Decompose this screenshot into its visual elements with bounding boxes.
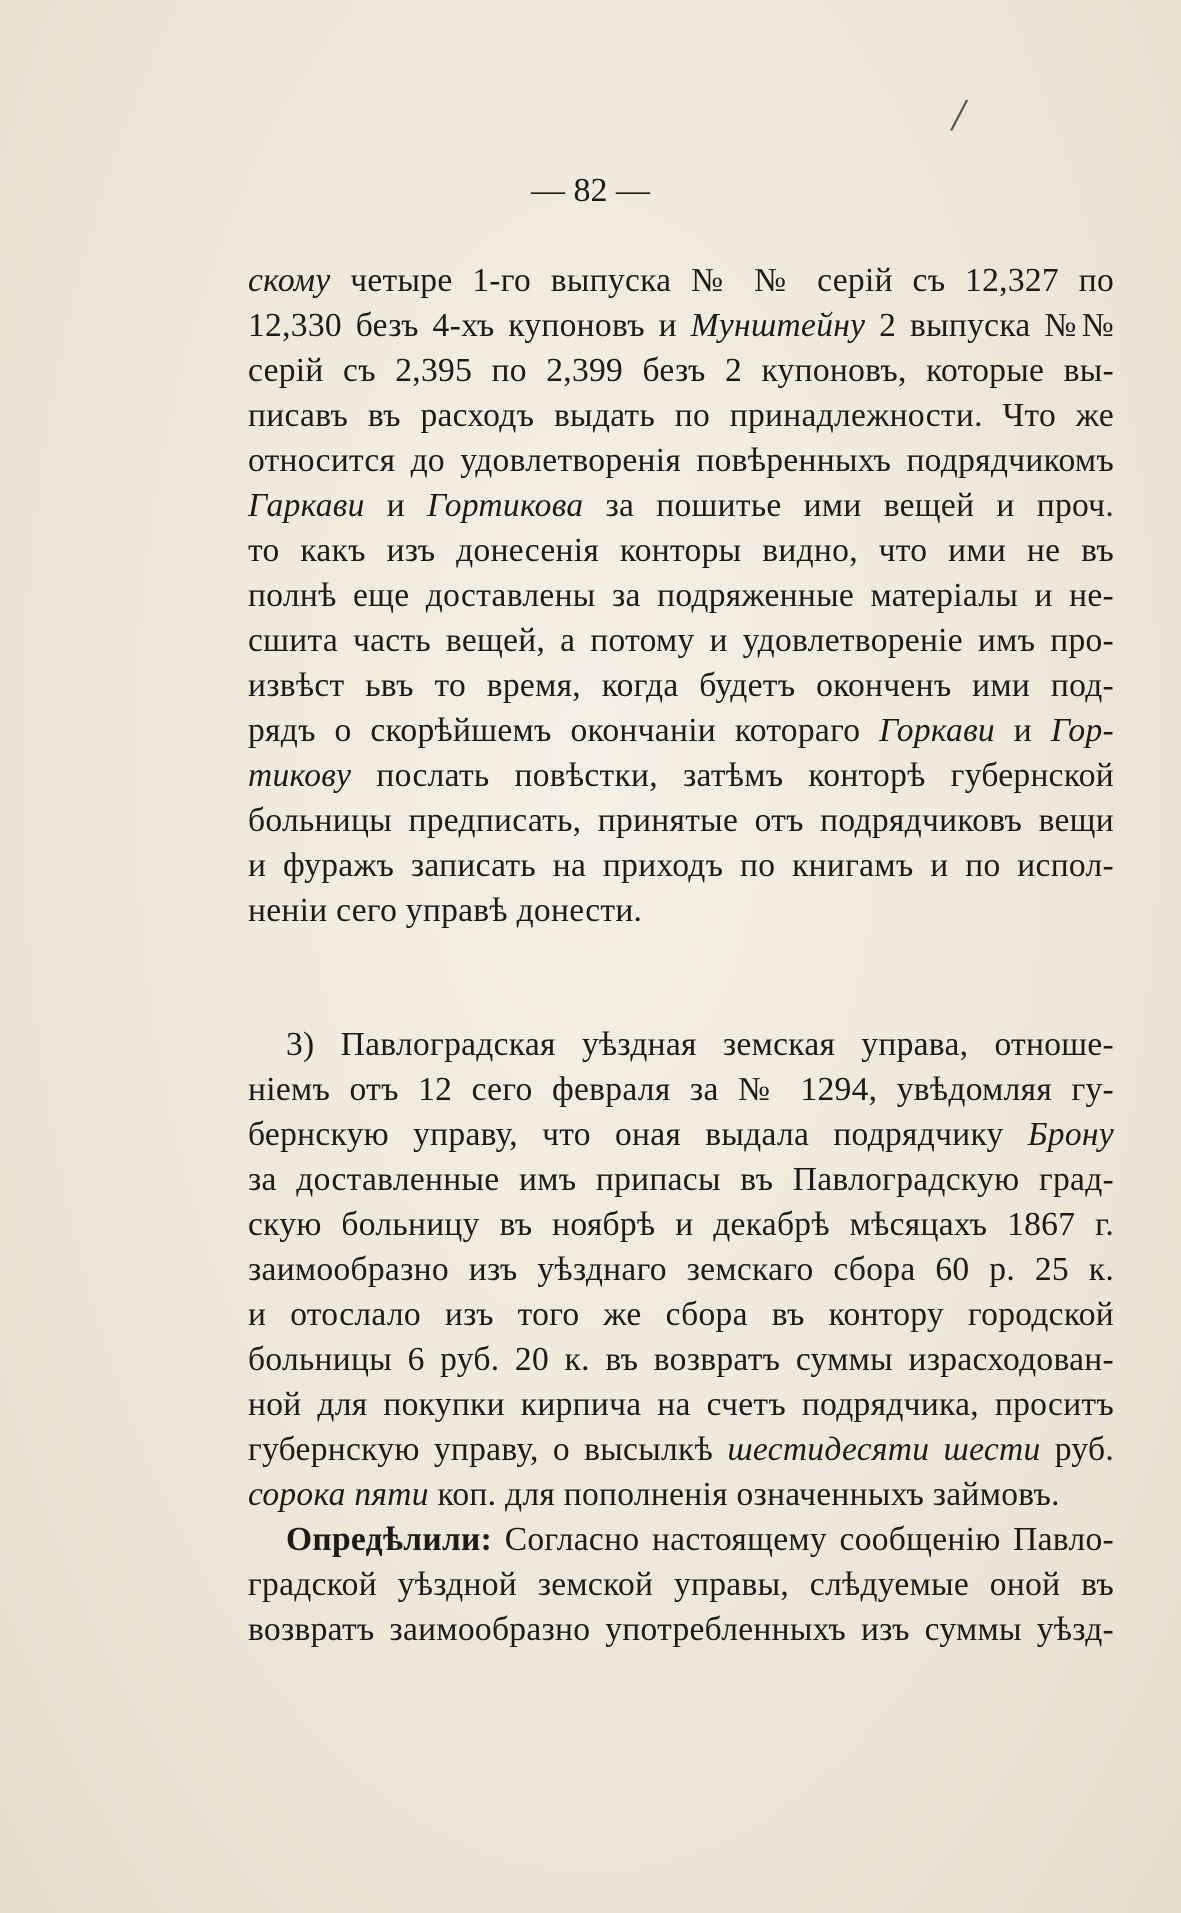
italic-text: скому xyxy=(248,262,331,299)
text-line xyxy=(248,1292,1114,1337)
text-run: и xyxy=(364,487,428,524)
text-run: 12,330 безъ 4-хъ купоновъ и xyxy=(248,307,691,344)
text-line xyxy=(248,888,1114,933)
text-run: Согласно настоящему сообщенію Павло- xyxy=(492,1521,1114,1558)
italic-text: Горкави xyxy=(879,712,995,749)
text-line xyxy=(248,1067,1114,1112)
text-line xyxy=(248,708,1114,753)
italic-text: Брону xyxy=(1027,1116,1114,1153)
text-run: 3) Павлоградская уѣздная земская управа, отноше- xyxy=(286,1026,1114,1063)
text-run: коп. для пополненія означенныхъ займовъ. xyxy=(428,1476,1060,1513)
text-run: 2 выпуска №№ xyxy=(865,307,1114,344)
text-line xyxy=(248,303,1114,348)
text-line xyxy=(248,1022,1114,1067)
text-line xyxy=(248,1562,1114,1607)
text-run: относится до удовлетворенія повѣренныхъ подрядчикомъ xyxy=(248,442,1114,479)
italic-text: шестидесяти шести xyxy=(727,1431,1041,1468)
text-run: возвратъ заимообразно употребленныхъ изъ суммы уѣзд- xyxy=(248,1611,1114,1648)
text-run: и xyxy=(994,712,1051,749)
text-line xyxy=(248,618,1114,663)
italic-text: Гортикова xyxy=(427,487,584,524)
text-run: ной для покупки кирпича на счетъ подрядчика, проситъ xyxy=(248,1386,1114,1423)
italic-text: сорока пяти xyxy=(248,1476,429,1513)
text-run: градской уѣздной земской управы, слѣдуемые оной въ xyxy=(248,1566,1114,1603)
text-line xyxy=(248,1337,1114,1382)
paragraph-continuation xyxy=(248,258,1114,933)
text-line xyxy=(248,753,1114,798)
text-line xyxy=(248,1247,1114,1292)
text-run: послать повѣстки, затѣмъ конторѣ губернской xyxy=(351,757,1114,794)
text-line xyxy=(248,1112,1114,1157)
text-line xyxy=(248,798,1114,843)
text-line xyxy=(248,573,1114,618)
text-run: за доставленные имъ припасы въ Павлоградскую град- xyxy=(248,1161,1114,1198)
text-run: больницы предписать, принятые отъ подрядчиковъ вещи xyxy=(248,802,1114,839)
text-run: за пошитье ими вещей и проч. xyxy=(583,487,1115,524)
corner-pencil-mark: / xyxy=(952,89,965,140)
italic-text: Гаркави xyxy=(248,487,365,524)
italic-text: Мунштейну xyxy=(690,307,866,344)
text-run: ніемъ отъ 12 сего февраля за № 1294, увѣдомляя гу- xyxy=(248,1071,1114,1108)
text-run: и отослало изъ того же сбора въ контору городской xyxy=(248,1296,1114,1333)
page-number: — 82 — xyxy=(531,172,650,209)
text-run: неніи сего управѣ донести. xyxy=(248,892,643,929)
text-line xyxy=(248,528,1114,573)
text-line xyxy=(248,1427,1114,1472)
italic-text: Гор- xyxy=(1050,712,1114,749)
text-line xyxy=(248,1607,1114,1652)
text-run: рядъ о скорѣйшемъ окончаніи котораго xyxy=(248,712,880,749)
text-line xyxy=(248,348,1114,393)
text-line xyxy=(248,483,1114,528)
text-line xyxy=(248,663,1114,708)
text-line xyxy=(248,1472,1114,1517)
text-run: то какъ изъ донесенія конторы видно, что ими не въ xyxy=(248,532,1114,569)
text-run: руб. xyxy=(1040,1431,1114,1468)
italic-text: тикову xyxy=(248,757,352,794)
text-run: заимообразно изъ уѣзднаго земскаго сбора 60 р. 25 к. xyxy=(248,1251,1114,1288)
text-run: сшита часть вещей, а потому и удовлетвореніе имъ про- xyxy=(248,622,1114,659)
text-line xyxy=(248,1517,1114,1562)
text-run: и фуражъ записать на приходъ по книгамъ и по испол- xyxy=(248,847,1114,884)
text-line xyxy=(248,843,1114,888)
text-line xyxy=(248,438,1114,483)
text-run: писавъ въ расходъ выдать по принадлежности. Что же xyxy=(248,397,1114,434)
text-line xyxy=(248,258,1114,303)
text-run: четыре 1-го выпуска № № серій съ 12,327 по xyxy=(330,262,1114,299)
text-run: больницы 6 руб. 20 к. въ возвратъ суммы израсходован- xyxy=(248,1341,1114,1378)
text-run: серій съ 2,395 по 2,399 безъ 2 купоновъ, которые вы- xyxy=(248,352,1114,389)
text-run: скую больницу въ ноябрѣ и декабрѣ мѣсяцахъ 1867 г. xyxy=(248,1206,1114,1243)
text-line xyxy=(248,1157,1114,1202)
text-run: полнѣ еще доставлены за подряженные матеріалы и не- xyxy=(248,577,1114,614)
bold-text: Опредѣлили: xyxy=(286,1521,493,1558)
text-run: извѣст ьвъ то время, когда будетъ оконченъ ими под- xyxy=(248,667,1114,704)
paragraph-item-3 xyxy=(248,1022,1114,1652)
text-line xyxy=(248,1202,1114,1247)
text-line xyxy=(248,1382,1114,1427)
text-run: губернскую управу, о высылкѣ xyxy=(248,1431,728,1468)
text-run: бернскую управу, что оная выдала подрядчику xyxy=(248,1116,1028,1153)
text-line xyxy=(248,393,1114,438)
